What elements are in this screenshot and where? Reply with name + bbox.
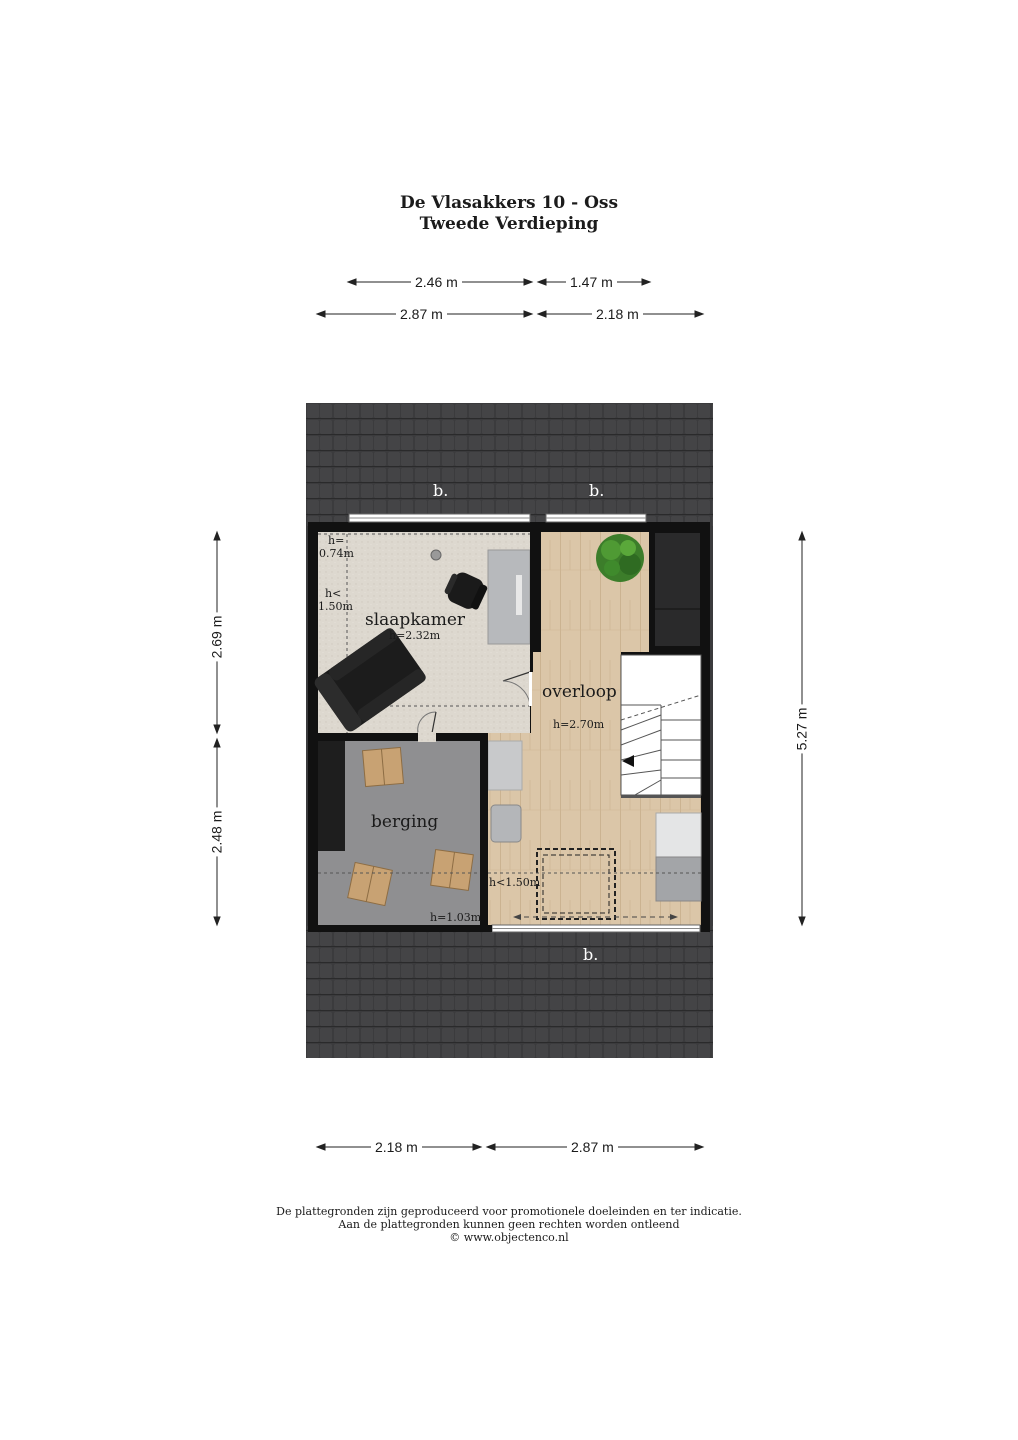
disclaimer-line-2: Aan de plattegronden kunnen geen rechten worden ontleend — [338, 1218, 680, 1231]
room-name-slaapkamer: slaapkamer — [365, 610, 466, 630]
dim-left-1: 2.69 m — [208, 613, 224, 662]
room-name-overloop: overloop — [542, 682, 617, 702]
copyright: © www.objectenco.nl — [449, 1231, 569, 1244]
height-note-landing: h<1.50m — [489, 876, 541, 889]
dim-top-4: 2.18 m — [592, 306, 643, 322]
dim-top-3: 2.87 m — [396, 306, 447, 322]
dim-left-2: 2.48 m — [208, 808, 224, 857]
roof-label-left: b. — [433, 481, 449, 500]
roof-label-right: b. — [589, 481, 605, 500]
dim-right: 5.27 m — [793, 705, 809, 754]
dim-top-1: 2.46 m — [411, 274, 462, 290]
height-note-1b: 0.74m — [319, 547, 354, 560]
height-note-2a: h< — [325, 587, 342, 600]
dim-top-2: 1.47 m — [566, 274, 617, 290]
dim-bottom-2: 2.87 m — [567, 1139, 618, 1155]
floor-name: Tweede Verdieping — [419, 214, 599, 234]
room-height-berging: h=1.03m — [430, 911, 482, 924]
height-note-2b: 1.50m — [318, 600, 353, 613]
roof-label-bottom: b. — [583, 945, 599, 964]
room-height-overloop: h=2.70m — [553, 718, 605, 731]
room-height-slaapkamer: h=2.32m — [389, 629, 441, 642]
room-name-berging: berging — [371, 812, 439, 832]
height-note-1a: h= — [328, 534, 345, 547]
disclaimer-line-1: De plattegronden zijn geproduceerd voor promotionele doeleinden en ter indicatie. — [276, 1205, 742, 1218]
plan-title: De Vlasakkers 10 - Oss — [399, 193, 619, 213]
dim-bottom-1: 2.18 m — [371, 1139, 422, 1155]
